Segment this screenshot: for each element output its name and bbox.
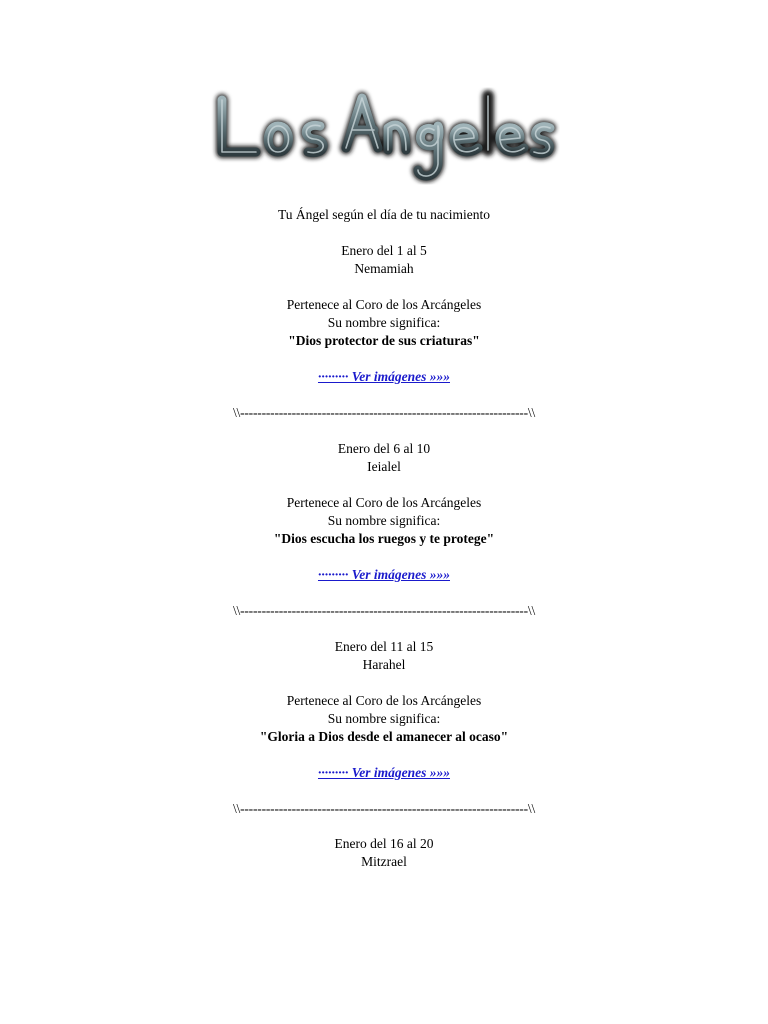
meaning-label: Su nombre significa:	[327, 513, 441, 528]
ver-imagenes-link[interactable]: ········· Ver imágenes »»»	[317, 567, 450, 582]
meaning-text: "Gloria a Dios desde el amanecer al ocaso"	[259, 729, 509, 744]
entry-date: Enero del 16 al 20	[334, 836, 434, 851]
separator: \\-------------------------------------------------------------------\\	[232, 405, 535, 420]
entry-date: Enero del 6 al 10	[337, 441, 431, 456]
ver-imagenes-link[interactable]: ········· Ver imágenes »»»	[317, 369, 450, 384]
meaning-label: Su nombre significa:	[327, 315, 441, 330]
angel-name: Mitzrael	[361, 854, 407, 869]
los-angeles-logo	[208, 86, 560, 192]
intro-text: Tu Ángel según el día de tu nacimiento	[277, 207, 491, 222]
separator: \\-------------------------------------------------------------------\\	[232, 801, 535, 816]
meaning-text: "Dios protector de sus criaturas"	[288, 333, 480, 348]
separator: \\-------------------------------------------------------------------\\	[232, 603, 535, 618]
angel-name: Nemamiah	[354, 261, 414, 276]
choir-text: Pertenece al Coro de los Arcángeles	[286, 297, 482, 312]
choir-text: Pertenece al Coro de los Arcángeles	[286, 693, 482, 708]
meaning-label: Su nombre significa:	[327, 711, 441, 726]
choir-text: Pertenece al Coro de los Arcángeles	[286, 495, 482, 510]
angel-name: Ieialel	[367, 459, 401, 474]
angel-name: Harahel	[362, 657, 406, 672]
entry-date: Enero del 1 al 5	[341, 243, 427, 258]
meaning-text: "Dios escucha los ruegos y te protege"	[273, 531, 495, 546]
ver-imagenes-link[interactable]: ········· Ver imágenes »»»	[317, 765, 450, 780]
entry-date: Enero del 11 al 15	[334, 639, 434, 654]
